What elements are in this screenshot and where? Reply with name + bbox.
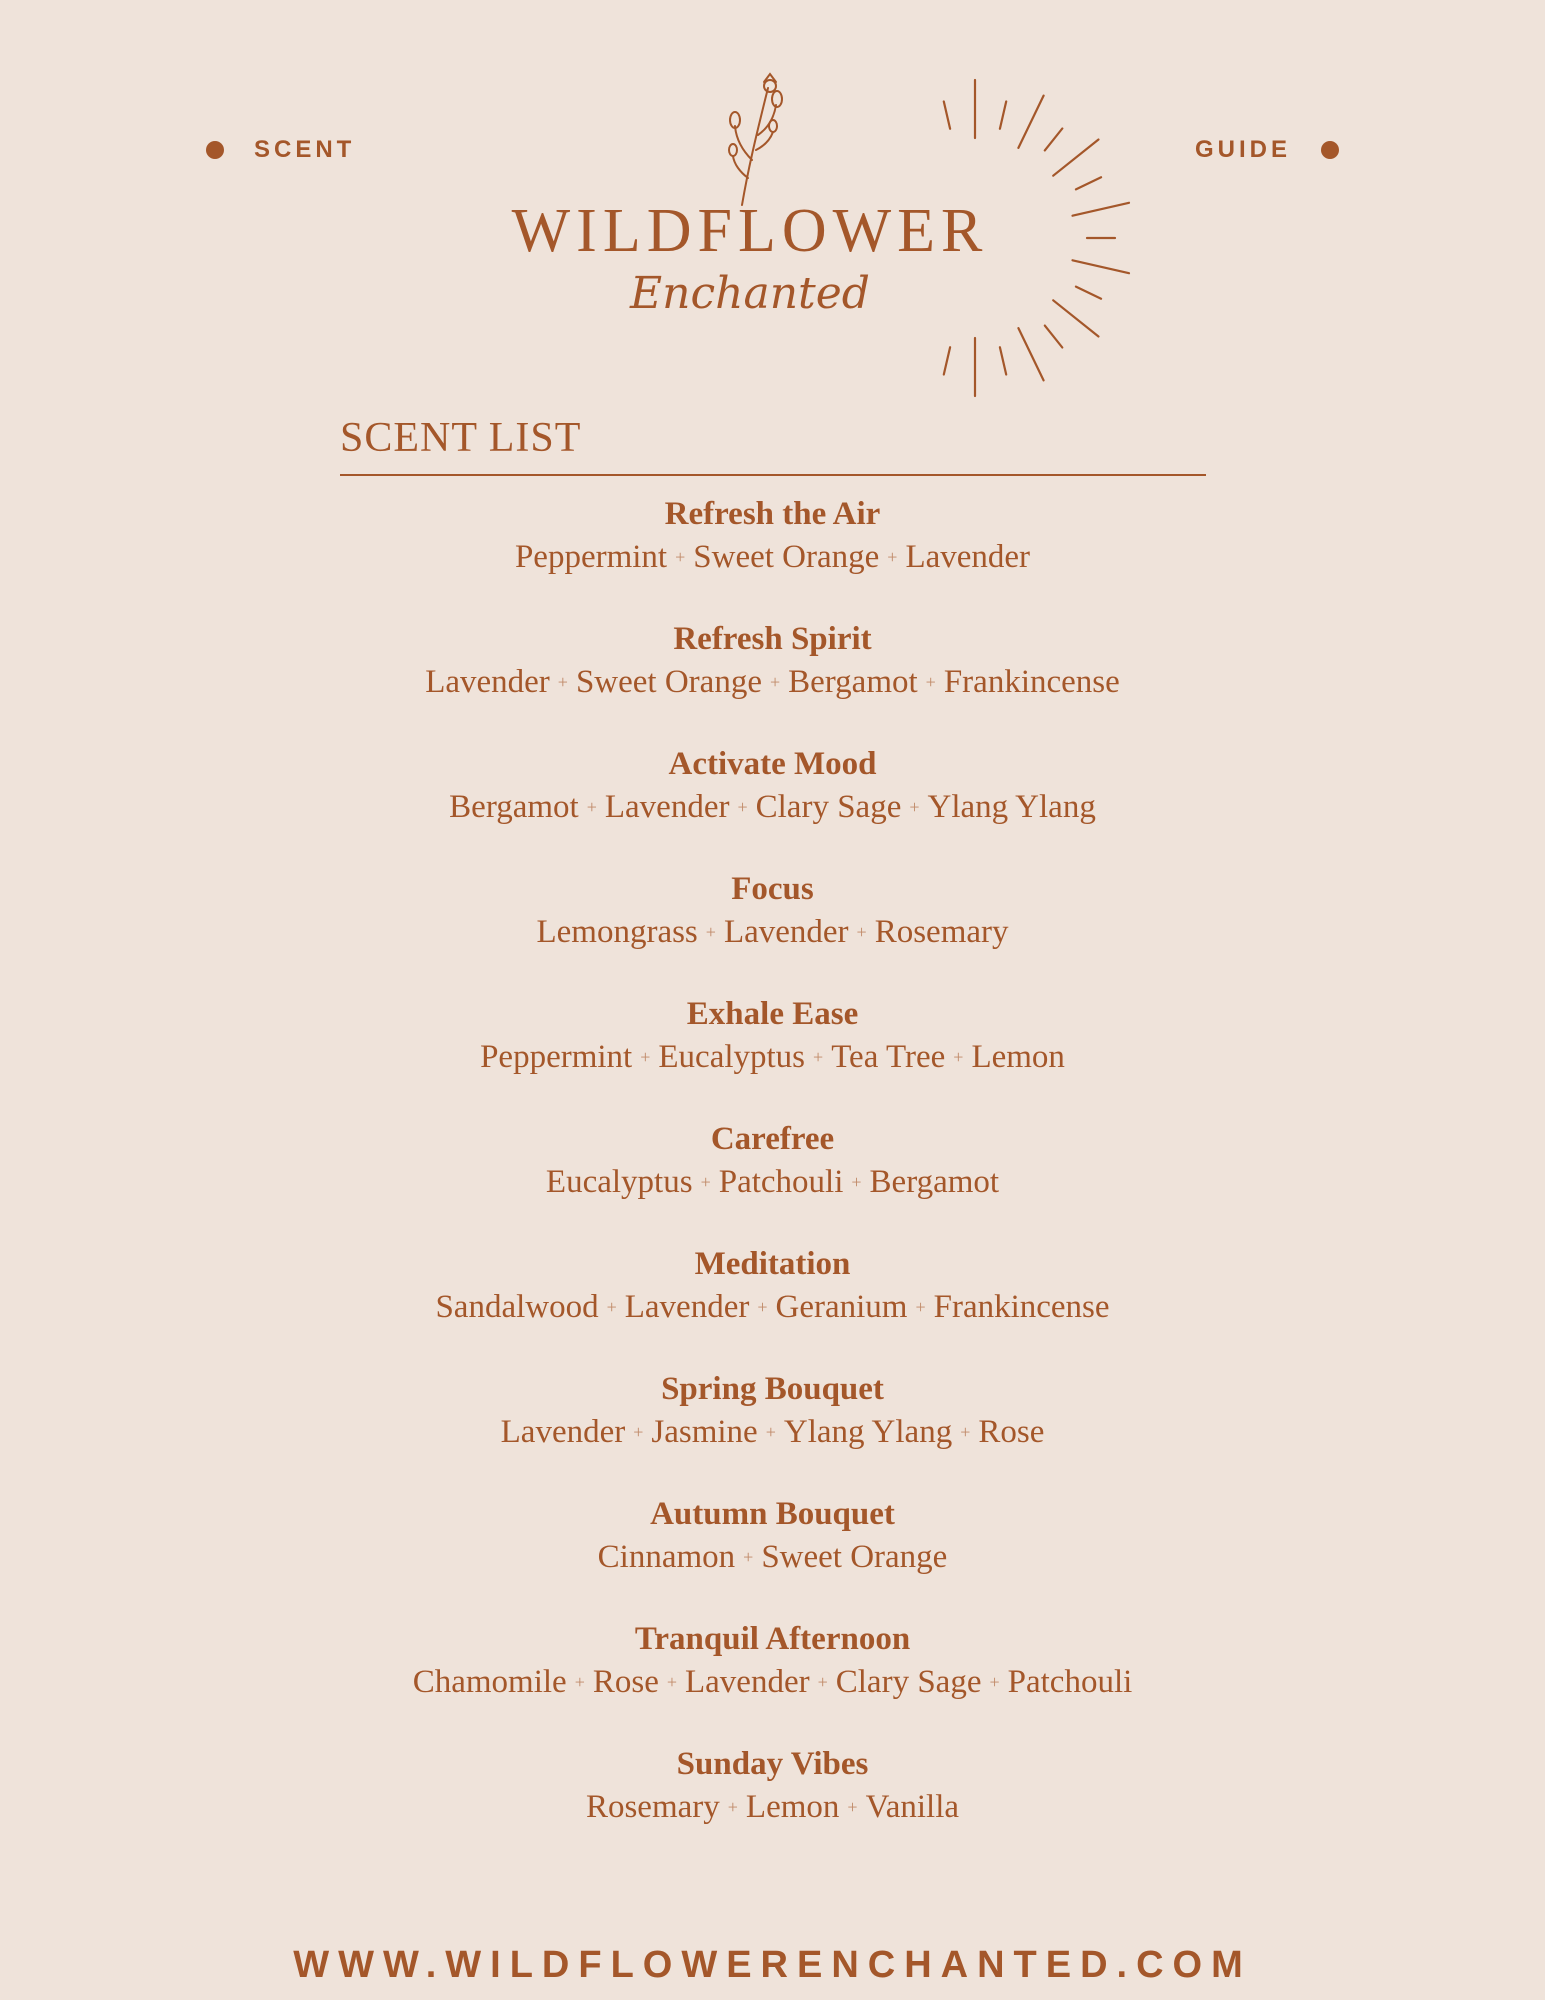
blend-ingredients [0, 1536, 1545, 1578]
plus-icon: + [847, 1797, 858, 1817]
plus-icon: + [856, 922, 867, 942]
sun-ray [1053, 300, 1098, 336]
scent-blend [0, 617, 1545, 742]
ingredient: Lavender [905, 539, 1031, 575]
scent-blend [0, 1242, 1545, 1367]
ingredient: Peppermint [514, 539, 668, 575]
sun-ray [1076, 177, 1101, 189]
ingredient: Bergamot [788, 664, 918, 700]
sun-ray [944, 347, 950, 374]
ingredient: Cinnamon [597, 1539, 736, 1575]
scent-blend [0, 1617, 1545, 1742]
blend-name: Sunday Vibes [676, 1746, 869, 1782]
plus-icon: + [765, 1422, 776, 1442]
ingredient: Lavender [685, 1664, 810, 1700]
sun-ray [1000, 102, 1006, 129]
ingredient: Ylang Ylang [927, 789, 1096, 825]
scent-label: SCENT [254, 136, 356, 163]
ingredient: Clary Sage [835, 1664, 982, 1700]
ingredient: Lavender [723, 914, 849, 950]
scent-blend [0, 1367, 1545, 1492]
plus-icon: + [769, 672, 781, 692]
ingredient: Rosemary [585, 1789, 720, 1825]
blend-ingredients [0, 661, 1545, 703]
sun-ray [944, 102, 950, 129]
brand-logo [0, 0, 1545, 420]
ingredient: Chamomile [412, 1664, 567, 1700]
ingredient: Sweet Orange [693, 539, 880, 575]
ingredient: Rosemary [874, 914, 1009, 950]
scent-blend [0, 1492, 1545, 1617]
plus-icon: + [640, 1047, 651, 1067]
scent-blend [0, 742, 1545, 867]
plus-icon: + [606, 1297, 617, 1317]
blend-ingredients [0, 1161, 1545, 1203]
sun-ray [1045, 326, 1063, 348]
section-divider [340, 474, 1206, 476]
plus-icon: + [586, 797, 597, 817]
flower-sprig-icon [729, 74, 782, 205]
ingredient: Sweet Orange [575, 664, 762, 700]
ingredient: Frankincense [943, 664, 1120, 700]
plus-icon: + [909, 797, 920, 817]
blend-ingredients [0, 1786, 1545, 1828]
ingredient: Patchouli [1007, 1664, 1133, 1700]
ingredient: Sandalwood [435, 1289, 599, 1325]
section-title: SCENT LIST [340, 415, 582, 461]
ingredient: Vanilla [865, 1789, 960, 1825]
plus-icon: + [925, 672, 936, 692]
brand-subtitle: Enchanted [630, 268, 870, 319]
plus-icon: + [700, 1172, 711, 1192]
plus-icon: + [817, 1672, 828, 1692]
sun-ray [1018, 328, 1043, 380]
scent-blend [0, 1117, 1545, 1242]
blend-ingredients [0, 1411, 1545, 1453]
ingredient: Rose [592, 1664, 659, 1700]
ingredient: Peppermint [480, 1039, 633, 1075]
blend-name: Focus [731, 871, 814, 907]
ingredient: Clary Sage [755, 789, 902, 825]
plus-icon: + [813, 1047, 824, 1067]
ingredient: Tea Tree [831, 1039, 946, 1075]
plus-icon: + [666, 1672, 677, 1692]
plus-icon: + [574, 1672, 585, 1692]
ingredient: Frankincense [933, 1289, 1110, 1325]
plus-icon: + [727, 1797, 738, 1817]
plus-icon: + [953, 1047, 964, 1067]
blend-name: Refresh Spirit [673, 621, 872, 657]
scent-blend [0, 492, 1545, 617]
blend-ingredients [0, 1036, 1545, 1078]
scent-blend [0, 867, 1545, 992]
ingredient: Lemongrass [536, 914, 698, 950]
scent-blend [0, 992, 1545, 1117]
plus-icon: + [557, 672, 568, 692]
blend-name: Carefree [710, 1121, 835, 1157]
blend-name: Refresh the Air [664, 496, 881, 532]
ingredient: Lavender [604, 789, 730, 825]
ingredient: Rose [978, 1414, 1045, 1450]
blend-name: Tranquil Afternoon [634, 1621, 911, 1657]
ingredient: Bergamot [449, 789, 579, 825]
ingredient: Lavender [624, 1289, 750, 1325]
plus-icon: + [887, 547, 898, 567]
ingredient: Lavender [500, 1414, 626, 1450]
blend-name: Spring Bouquet [661, 1371, 884, 1407]
ingredient: Lemon [745, 1789, 840, 1825]
blend-ingredients [0, 1286, 1545, 1328]
blend-ingredients [0, 786, 1545, 828]
blend-ingredients [0, 1661, 1545, 1703]
ingredient: Patchouli [718, 1164, 844, 1200]
sun-ray [1073, 203, 1130, 216]
blend-ingredients [0, 536, 1545, 578]
blend-name: Autumn Bouquet [650, 1496, 895, 1532]
plus-icon: + [960, 1422, 971, 1442]
ingredient: Eucalyptus [545, 1164, 693, 1200]
plus-icon: + [757, 1297, 768, 1317]
blend-name: Meditation [694, 1246, 851, 1282]
sun-ray [1073, 260, 1130, 273]
sun-ray [1045, 129, 1063, 151]
sun-ray [1076, 287, 1101, 299]
sun-ray [1000, 347, 1006, 374]
ingredient: Sweet Orange [761, 1539, 948, 1575]
ingredient: Jasmine [651, 1414, 758, 1450]
brand-name: WILDFLOWER [511, 197, 989, 265]
plus-icon: + [915, 1297, 926, 1317]
scent-list [0, 492, 1545, 1867]
plus-icon: + [989, 1672, 1000, 1692]
blend-name: Activate Mood [668, 746, 877, 782]
website-url[interactable]: WWW.WILDFLOWERENCHANTED.COM [293, 1944, 1252, 1986]
sun-ray [1018, 96, 1043, 148]
plus-icon: + [851, 1172, 862, 1192]
ingredient: Eucalyptus [658, 1039, 806, 1075]
plus-icon: + [705, 922, 716, 942]
plus-icon: + [675, 547, 686, 567]
ingredient: Lavender [425, 664, 550, 700]
plus-icon: + [743, 1547, 754, 1567]
ingredient: Bergamot [869, 1164, 1000, 1200]
plus-icon: + [737, 797, 748, 817]
sun-ray [1053, 140, 1098, 176]
blend-name: Exhale Ease [686, 996, 859, 1032]
ingredient: Ylang Ylang [783, 1414, 953, 1450]
plus-icon: + [633, 1422, 644, 1442]
scent-blend [0, 1742, 1545, 1867]
ingredient: Geranium [775, 1289, 908, 1325]
ingredient: Lemon [971, 1039, 1065, 1075]
blend-ingredients [0, 911, 1545, 953]
guide-label: GUIDE [1194, 136, 1291, 163]
